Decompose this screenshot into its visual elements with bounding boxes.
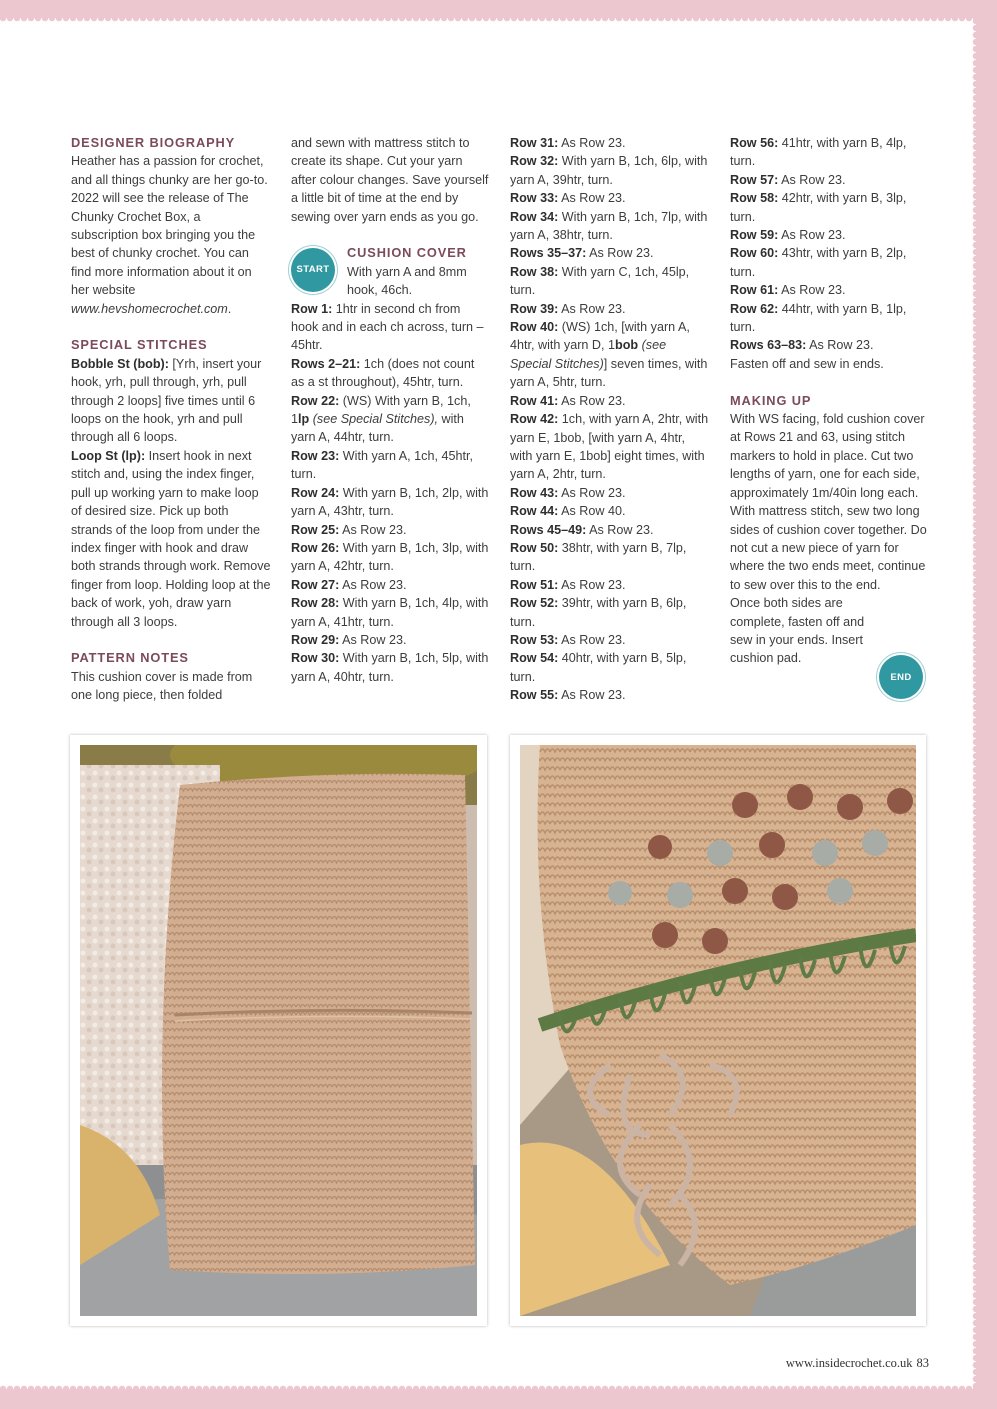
row-52: Row 52: 39htr, with yarn B, 6lp, turn. (510, 596, 687, 629)
pattern-notes-text: This cushion cover is made from one long piece, then folded (71, 669, 253, 703)
making-up-p3: Once both sides are complete, fasten off and sew in your ends. Insert cushion pad. (730, 596, 865, 666)
row-39: Row 39: As Row 23. (510, 301, 626, 316)
photo-cushion-back (70, 735, 487, 1326)
cushion-front-image (520, 745, 916, 1316)
row-41: Row 41: As Row 23. (510, 393, 626, 408)
column-3 (510, 134, 710, 705)
row-44: Row 44: As Row 40. (510, 504, 626, 519)
loop-stitch-def: Loop St (lp): Insert hook in next stitch and, using the index finger, pull up working yarn to make loop of desired size. Pick up both strands of the loop from under the index finger with hook and draw both strands through work. Remove finger from loop. Holding loop at the back of work, yoh, draw yarn through all 3 loops. (71, 448, 271, 629)
row-42: Row 42: 1ch, with yarn A, 2htr, with yarn E, 1bob, [with yarn A, 4htr, with yarn E, 1bob] eight times, with yarn A, 2htr, turn. (510, 412, 709, 482)
row-1: Row 1: 1htr in second ch from hook and in each ch across, turn – 45htr. (291, 301, 484, 353)
special-stitches-heading: SPECIAL STITCHES (71, 337, 208, 353)
making-up-p1: With WS facing, fold cushion cover at Rows 21 and 63, using stitch markers to hold in place. Cut two lengths of yarn, one for each side, approximately 1m/40in long each. (730, 412, 925, 500)
page-number: 83 (916, 1356, 929, 1370)
row-32: Row 32: With yarn B, 1ch, 6lp, with yarn A, 39htr, turn. (510, 154, 708, 187)
cushion-back-image (80, 745, 477, 1316)
bio-text: Heather has a passion for crochet, and all things chunky are her go-to. 2022 will see the release of The Chunky Crochet Box, a subscription box bringing you the best of chunky crochet. You can find more information about it on her website www.hevshomecrochet.com. (71, 154, 268, 316)
rows-2-21: Rows 2–21: 1ch (does not count as a st throughout), 45htr, turn. (291, 356, 475, 390)
scallop-border-top (0, 18, 997, 24)
row-34: Row 34: With yarn B, 1ch, 7lp, with yarn A, 38htr, turn. (510, 209, 708, 243)
row-56: Row 56: 41htr, with yarn B, 4lp, turn. (730, 136, 907, 169)
row-27: Row 27: As Row 23. (291, 577, 407, 592)
row-26: Row 26: With yarn B, 1ch, 3lp, with yarn A, 42htr, turn. (291, 540, 489, 574)
row-60: Row 60: 43htr, with yarn B, 2lp, turn. (730, 246, 907, 279)
row-51: Row 51: As Row 23. (510, 577, 626, 592)
pattern-notes-heading: PATTERN NOTES (71, 650, 189, 666)
scallop-border-bottom (0, 1383, 997, 1389)
row-31: Row 31: As Row 23. (510, 136, 626, 150)
row-38: Row 38: With yarn C, 1ch, 45lp, turn. (510, 264, 690, 298)
bio-heading: DESIGNER BIOGRAPHY (71, 135, 236, 150)
row-53: Row 53: As Row 23. (510, 632, 626, 647)
row-24: Row 24: With yarn B, 1ch, 2lp, with yarn A, 43htr, turn. (291, 485, 489, 519)
rows-45-49: Rows 45–49: As Row 23. (510, 522, 654, 537)
making-up-p2: With mattress stitch, sew two long sides of cushion cover together. Do not cut a new piece of yarn for where the two ends meet, continue to sew over this to the end. (730, 504, 927, 592)
row-30: Row 30: With yarn B, 1ch, 5lp, with yarn A, 40htr, turn. (291, 651, 489, 684)
start-badge: START (291, 248, 335, 292)
bobble-stitch-def: Bobble St (bob): [Yrh, insert your hook, yrh, pull through, yrh, pull through 2 loops] five times until 6 loops on the hook, yrh and pull through all 6 loops. (71, 356, 262, 445)
end-badge: END (879, 655, 923, 699)
photo-cushion-front (510, 735, 926, 1326)
row-25: Row 25: As Row 23. (291, 522, 407, 537)
row-54: Row 54: 40htr, with yarn B, 5lp, turn. (510, 651, 687, 684)
column-1 (71, 134, 271, 705)
row-23: Row 23: With yarn A, 1ch, 45htr, turn. (291, 448, 473, 482)
row-43: Row 43: As Row 23. (510, 485, 626, 500)
row-40: Row 40: (WS) 1ch, [with yarn A, 4htr, with yarn D, 1bob (see Special Stitches)] seven times, with yarn A, 5htr, turn. (510, 320, 708, 390)
cushion-cover-heading: CUSHION COVER (347, 245, 467, 261)
footer-website: www.insidecrochet.co.uk (785, 1356, 913, 1370)
column-4 (730, 134, 930, 668)
cushion-cover-intro (291, 244, 491, 299)
row-62: Row 62: 44htr, with yarn B, 1lp, turn. (730, 301, 907, 335)
rows-35-37: Rows 35–37: As Row 23. (510, 246, 654, 261)
row-29: Row 29: As Row 23. (291, 632, 407, 647)
row-28: Row 28: With yarn B, 1ch, 4lp, with yarn A, 41htr, turn. (291, 596, 489, 629)
rows-63-83: Rows 63–83: As Row 23. (730, 338, 874, 353)
row-58: Row 58: 42htr, with yarn B, 3lp, turn. (730, 191, 907, 224)
column-2 (291, 134, 491, 686)
row-55: Row 55: As Row 23. (510, 688, 626, 703)
footer (782, 1356, 929, 1371)
row-57: Row 57: As Row 23. (730, 172, 846, 187)
cushion-cover-intro-text: With yarn A and 8mm hook, 46ch. (347, 264, 467, 298)
row-59: Row 59: As Row 23. (730, 228, 846, 243)
row-50: Row 50: 38htr, with yarn B, 7lp, turn. (510, 540, 687, 574)
making-up-heading: MAKING UP (730, 392, 812, 408)
row-33: Row 33: As Row 23. (510, 191, 626, 206)
row-61: Row 61: As Row 23. (730, 283, 846, 298)
row-22: Row 22: (WS) With yarn B, 1ch, 1lp (see Special Stitches), with yarn A, 44htr, turn. (291, 393, 471, 445)
bio-website: www.hevshomecrochet.com (71, 301, 228, 316)
pattern-notes-cont: and sewn with mattress stitch to create its shape. Cut your yarn after colour changes. Save yourself a little bit of time at the end by sewing over yarn ends as you go. (291, 136, 489, 224)
scallop-border-right (970, 18, 976, 1389)
fasten-off: Fasten off and sew in ends. (730, 356, 884, 371)
